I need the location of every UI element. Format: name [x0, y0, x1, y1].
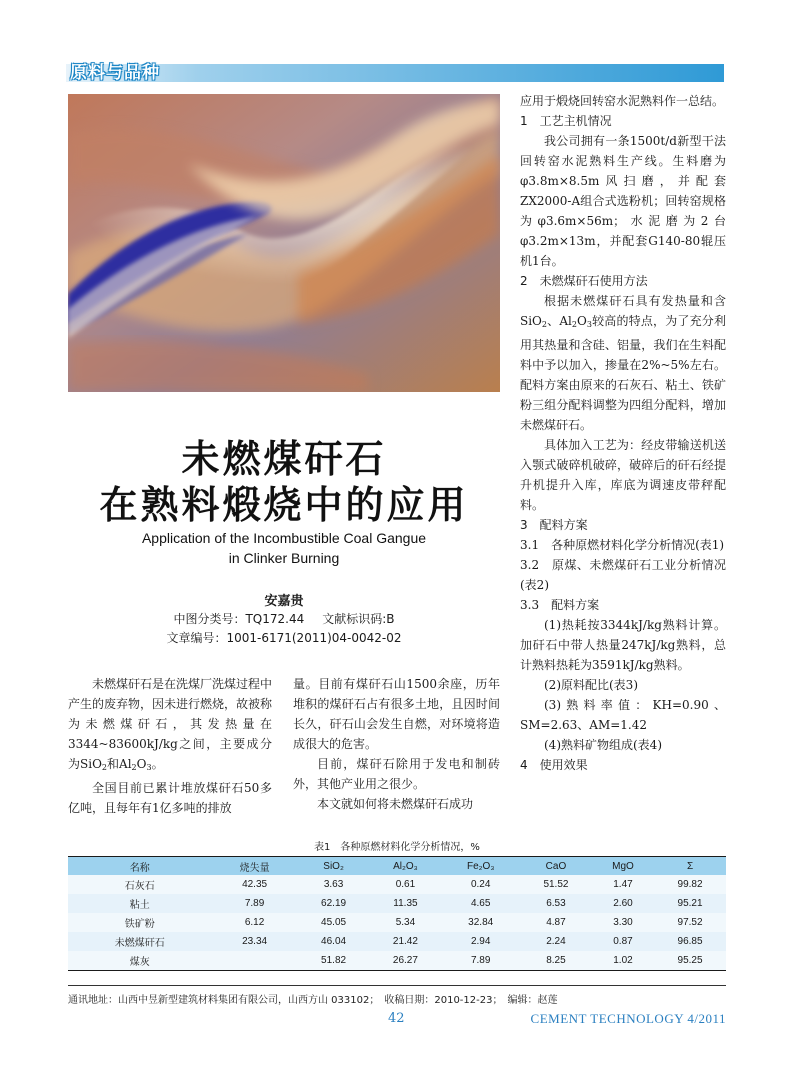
paragraph: 量。目前有煤矸石山1500余座，历年堆积的煤矸石占有很多土地，且因时间长久，矸石山会发生自燃，对环境将造成很大的危害。	[293, 677, 500, 751]
section-heading-2: 2 未燃煤矸石使用方法	[520, 274, 648, 288]
table-cell: 95.21	[654, 894, 726, 913]
table-cell: 45.05	[298, 913, 370, 932]
table-cell: 21.42	[370, 932, 442, 951]
table-cell: 11.35	[370, 894, 442, 913]
formula-sio2: SiO	[80, 757, 102, 771]
table-cell: 1.02	[592, 951, 654, 971]
table-cell: 97.52	[654, 913, 726, 932]
analysis-table	[68, 856, 726, 971]
subscript: 2	[571, 320, 577, 329]
title-en-line1: Application of the Incombustible Coal Gangue	[141, 530, 427, 546]
column-header: MgO	[592, 857, 654, 876]
column-header: CaO	[520, 857, 592, 876]
list-item: (2)原料配比(表3)	[544, 678, 638, 692]
paragraph	[68, 674, 272, 778]
table-cell: 2.94	[441, 932, 520, 951]
table-cell: 51.82	[298, 951, 370, 971]
cover-artwork	[68, 94, 500, 392]
title-zh-line1: 未燃煤矸石	[181, 437, 387, 481]
table-cell: 0.24	[441, 875, 520, 894]
table-cell: 7.89	[212, 894, 298, 913]
table-cell: 26.27	[370, 951, 442, 971]
subsection-heading-3-3: 3.3 配料方案	[520, 598, 600, 612]
table-row	[68, 951, 726, 971]
page-number: 42	[388, 1011, 405, 1026]
paragraph: 全国目前已累计堆放煤矸石50多亿吨，且每年有1亿多吨的排放	[68, 781, 272, 815]
table-cell: 2.24	[520, 932, 592, 951]
footer-rule	[68, 985, 726, 986]
table-cell: 铁矿粉	[68, 913, 212, 932]
paragraph: 目前，煤矸石除用于发电和制砖外，其他产业用之很少。	[293, 757, 500, 791]
clc-number: 中图分类号：TQ172.44	[173, 612, 305, 626]
paragraph-text: 未燃煤矸石是在洗煤厂洗煤过程中产生的废弃物，因未进行燃烧，故被称为未燃煤矸石，其发热量在3344~83600kJ/kg之间，主要成分为	[68, 677, 273, 771]
table-cell	[212, 951, 298, 971]
table-cell: 62.19	[298, 894, 370, 913]
title-en-line2: in Clinker Burning	[228, 550, 340, 566]
table-cell: 未燃煤矸石	[68, 932, 212, 951]
table-cell: 6.53	[520, 894, 592, 913]
table-cell: 99.82	[654, 875, 726, 894]
classification-line	[68, 610, 500, 627]
body-column-left-b	[293, 674, 500, 814]
table-cell: 4.65	[441, 894, 520, 913]
paragraph: 应用于煅烧回转窑水泥熟料作一总结。	[520, 94, 725, 108]
list-item: (1)热耗按3344kJ/kg熟料计算。加矸石中带人热量247kJ/kg熟料，总计熟料热耗为3591kJ/kg熟料。	[520, 618, 726, 672]
table-row	[68, 913, 726, 932]
body-column-right	[520, 91, 726, 775]
conjunction: 和	[107, 757, 120, 771]
table-cell: 6.12	[212, 913, 298, 932]
table-cell: 42.35	[212, 875, 298, 894]
table-cell: 0.61	[370, 875, 442, 894]
subscript: 3	[586, 320, 592, 329]
body-column-left-a	[68, 674, 272, 818]
formula-o: O	[576, 314, 587, 328]
column-header: 名称	[68, 857, 212, 876]
subscript: 2	[101, 763, 108, 772]
table-header-row	[68, 857, 726, 876]
author: 安嘉贵	[264, 594, 304, 609]
section-band	[66, 64, 724, 82]
subscript: 3	[146, 763, 152, 772]
footer-info: 通讯地址：山西中昱新型建筑材料集团有限公司，山西方山 033102； 收稿日期：2010-12-23； 编辑：赵莲	[68, 995, 558, 1006]
document-code: 文献标识码:B	[322, 612, 395, 626]
table-cell: 8.25	[520, 951, 592, 971]
table-cell: 32.84	[441, 913, 520, 932]
table-cell: 7.89	[441, 951, 520, 971]
list-item: (3)熟料率值：KH=0.90、SM=2.63、AM=1.42	[520, 698, 726, 732]
journal-name: CEMENT TECHNOLOGY 4/2011	[530, 1011, 726, 1026]
paragraph: 本文就如何将未燃煤矸石成功	[317, 797, 474, 811]
column-header: 烧失量	[212, 857, 298, 876]
formula-al: Al	[559, 314, 572, 328]
paragraph: 具体加入工艺为：经皮带输送机送入颚式破碎机破碎，破碎后的矸石经提升机提升入库，库底为调速皮带秤配料。	[520, 438, 726, 512]
paragraph	[520, 291, 726, 435]
table-cell: 粘土	[68, 894, 212, 913]
formula-sio2: SiO	[520, 314, 542, 328]
paragraph: 我公司拥有一条1500t/d新型干法回转窑水泥熟料生产线。生料磨为φ3.8m×8.5m风扫磨，并配套ZX2000-A组合式选粉机；回转窑规格为φ3.6m×56m；水泥磨为2台φ3.2m×13m，并配套G140-80辊压机1台。	[520, 134, 726, 268]
table-cell: 0.87	[592, 932, 654, 951]
section-heading-1: 1 工艺主机情况	[520, 114, 612, 128]
list-item: (4)熟料矿物组成(表4)	[544, 738, 662, 752]
section-label: 原料与品种	[70, 63, 160, 83]
table-cell: 96.85	[654, 932, 726, 951]
subsection-heading-3-2: 3.2 原煤、未燃煤矸石工业分析情况(表2)	[520, 558, 726, 592]
title-zh-line2: 在熟料煅烧中的应用	[99, 483, 469, 527]
table-cell: 95.25	[654, 951, 726, 971]
table-cell: 1.47	[592, 875, 654, 894]
table-cell: 煤灰	[68, 951, 212, 971]
column-header: Fe₂O₃	[441, 857, 520, 876]
table-cell: 3.30	[592, 913, 654, 932]
period: 。	[151, 757, 164, 771]
table-cell: 51.52	[520, 875, 592, 894]
paragraph-text: 较高的特点，为了充分利用其热量和含硅、铝量，我们在生料配料中予以加入，掺量在2%~5%左右。配料方案由原来的石灰石、粘土、铁矿粉三组分配料调整为四组分配料，增加未燃煤矸石。	[520, 314, 726, 432]
table-cell: 4.87	[520, 913, 592, 932]
formula-o: O	[136, 757, 147, 771]
column-header: SiO₂	[298, 857, 370, 876]
subscript: 2	[131, 763, 137, 772]
table-cell: 3.63	[298, 875, 370, 894]
subscript: 2	[541, 320, 547, 329]
table-cell: 5.34	[370, 913, 442, 932]
formula-al: Al	[119, 757, 132, 771]
separator: 、	[547, 314, 560, 328]
article-number: 文章编号：1001-6171(2011)04-0042-02	[166, 631, 402, 645]
paragraph-text: 根据未燃煤矸石具有发热量和含	[544, 294, 726, 308]
table-cell: 2.60	[592, 894, 654, 913]
table-caption: 表1 各种原燃材料化学分析情况，%	[314, 842, 480, 853]
table-row	[68, 932, 726, 951]
section-heading-3: 3 配料方案	[520, 518, 588, 532]
column-header: Σ	[654, 857, 726, 876]
table-cell: 46.04	[298, 932, 370, 951]
table-row	[68, 875, 726, 894]
table-cell: 石灰石	[68, 875, 212, 894]
table-row	[68, 894, 726, 913]
section-heading-4: 4 使用效果	[520, 758, 588, 772]
subsection-heading-3-1: 3.1 各种原燃材料化学分析情况(表1)	[520, 538, 725, 552]
table-cell: 23.34	[212, 932, 298, 951]
column-header: Al₂O₃	[370, 857, 442, 876]
